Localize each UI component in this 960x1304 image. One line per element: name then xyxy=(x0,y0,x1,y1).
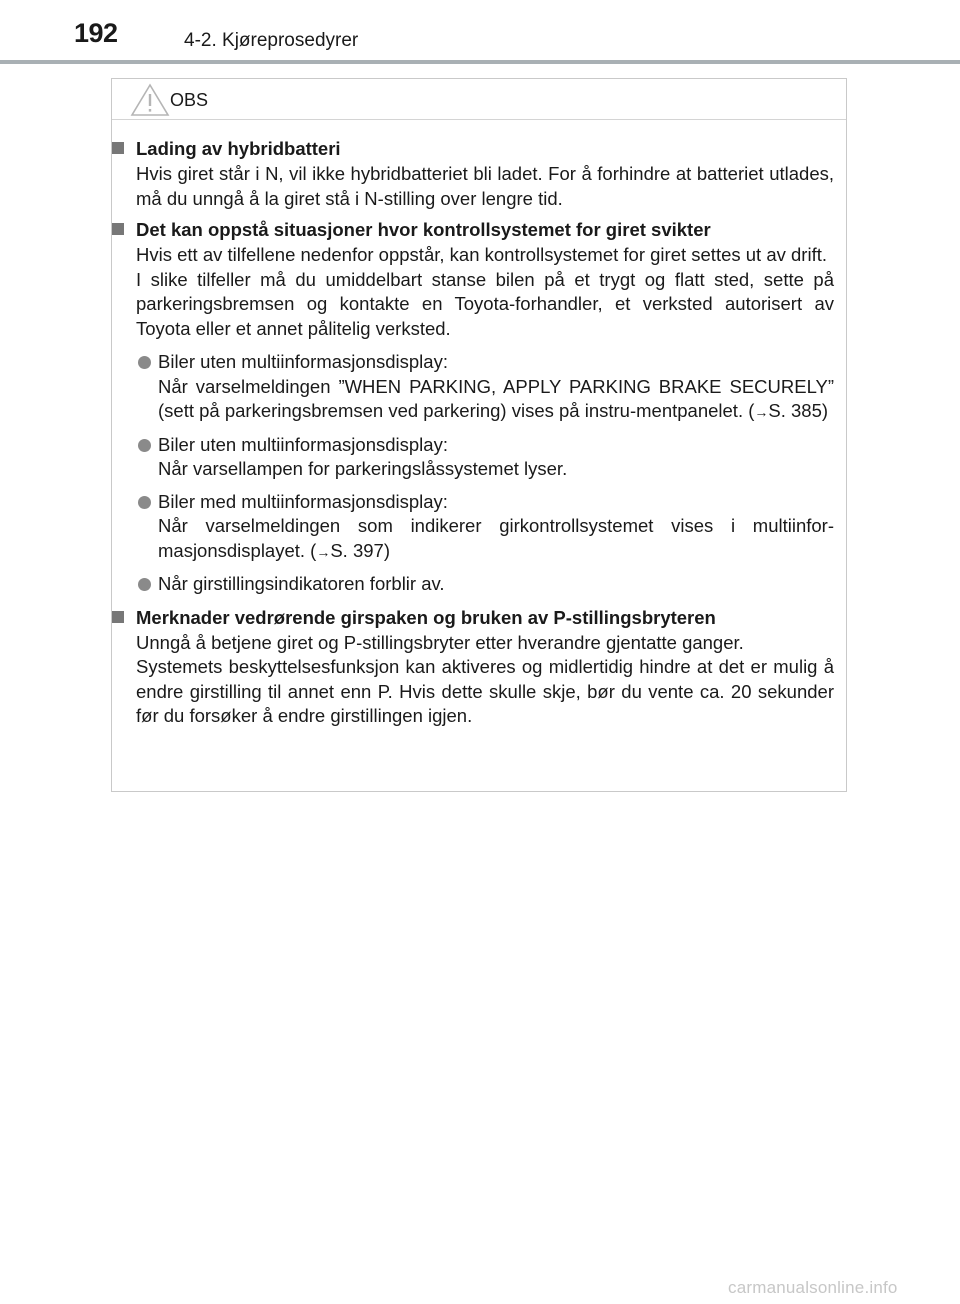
page-reference: S. 385) xyxy=(768,400,829,421)
circle-bullet-icon xyxy=(138,356,151,369)
arrow-right-icon: → xyxy=(316,543,331,560)
circle-bullet-icon xyxy=(138,439,151,452)
section-title: Merknader vedrørende girspaken og bruken av P-stillingsbryteren xyxy=(136,605,846,630)
notice-label: OBS xyxy=(170,90,209,110)
circle-bullet-icon xyxy=(138,496,151,509)
list-item: Biler uten multiinformasjonsdisplay: Når varsellampen for parkeringslåssystemet lyser. xyxy=(136,433,834,482)
section-title: Det kan oppstå situasjoner hvor kontrollsystemet for giret svikter xyxy=(136,217,846,242)
square-bullet-icon xyxy=(112,223,124,235)
list-item: Biler uten multiinformasjonsdisplay: Når varselmeldingen ”WHEN PARKING, APPLY PARKING BRAKE SECURELY” (sett på parkeringsbremsen ved parkering) vises på instru-mentpanelet. (→S. 385) xyxy=(136,350,834,425)
paragraph: Hvis ett av tilfellene nedenfor oppstår, kan kontrollsystemet for giret settes ut av drift. xyxy=(136,244,827,265)
watermark: carmanualsonline.info xyxy=(728,1278,898,1297)
paragraph: Hvis giret står i N, vil ikke hybridbatteriet bli ladet. For å forhindre at batteriet utlades, må du unngå å la giret stå i N-stilling over lengre tid. xyxy=(136,163,834,209)
warning-icon xyxy=(130,83,170,117)
header-rule xyxy=(0,60,960,64)
paragraph: Systemets beskyttelsesfunksjon kan aktiveres og midlertidig hindre at det er mulig å endre girstilling til annet enn P. Hvis dette skulle skje, bør du vente ca. 20 sekunder før du forsøker å endre girstillingen igjen. xyxy=(136,656,834,726)
section-hybrid-battery xyxy=(112,136,846,211)
section-title: Lading av hybridbatteri xyxy=(136,136,846,161)
notice-content xyxy=(112,136,846,731)
chapter-title: 4-2. Kjøreprosedyrer xyxy=(184,30,359,51)
notice-box xyxy=(111,78,847,792)
paragraph: Unngå å betjene giret og P-stillingsbryter etter hverandre gjentatte ganger. xyxy=(136,631,744,653)
section-gear-control-failure xyxy=(112,217,846,597)
square-bullet-icon xyxy=(112,611,124,623)
notice-header xyxy=(112,79,846,120)
page-number: 192 xyxy=(74,18,118,48)
list-item: Biler med multiinformasjonsdisplay: Når varselmeldingen som indikerer girkontrollsystemet vises i multiinfor-masjonsdisplayet. (→S. 397) xyxy=(136,490,834,565)
paragraph: I slike tilfeller må du umiddelbart stanse bilen på et trygt og flatt sted, sette på parkeringsbremsen og kontakte en Toyota-forhandler, et verksted autorisert av Toyota eller et annet pålitelig verksted. xyxy=(136,268,834,339)
square-bullet-icon xyxy=(112,142,124,154)
arrow-right-icon: → xyxy=(754,404,769,420)
section-shift-lever-notes xyxy=(112,605,846,729)
page-header xyxy=(0,0,960,64)
page-reference: S. 397) xyxy=(330,539,390,561)
list-item: Når girstillingsindikatoren forblir av. xyxy=(136,572,834,597)
circle-bullet-icon xyxy=(138,578,151,591)
